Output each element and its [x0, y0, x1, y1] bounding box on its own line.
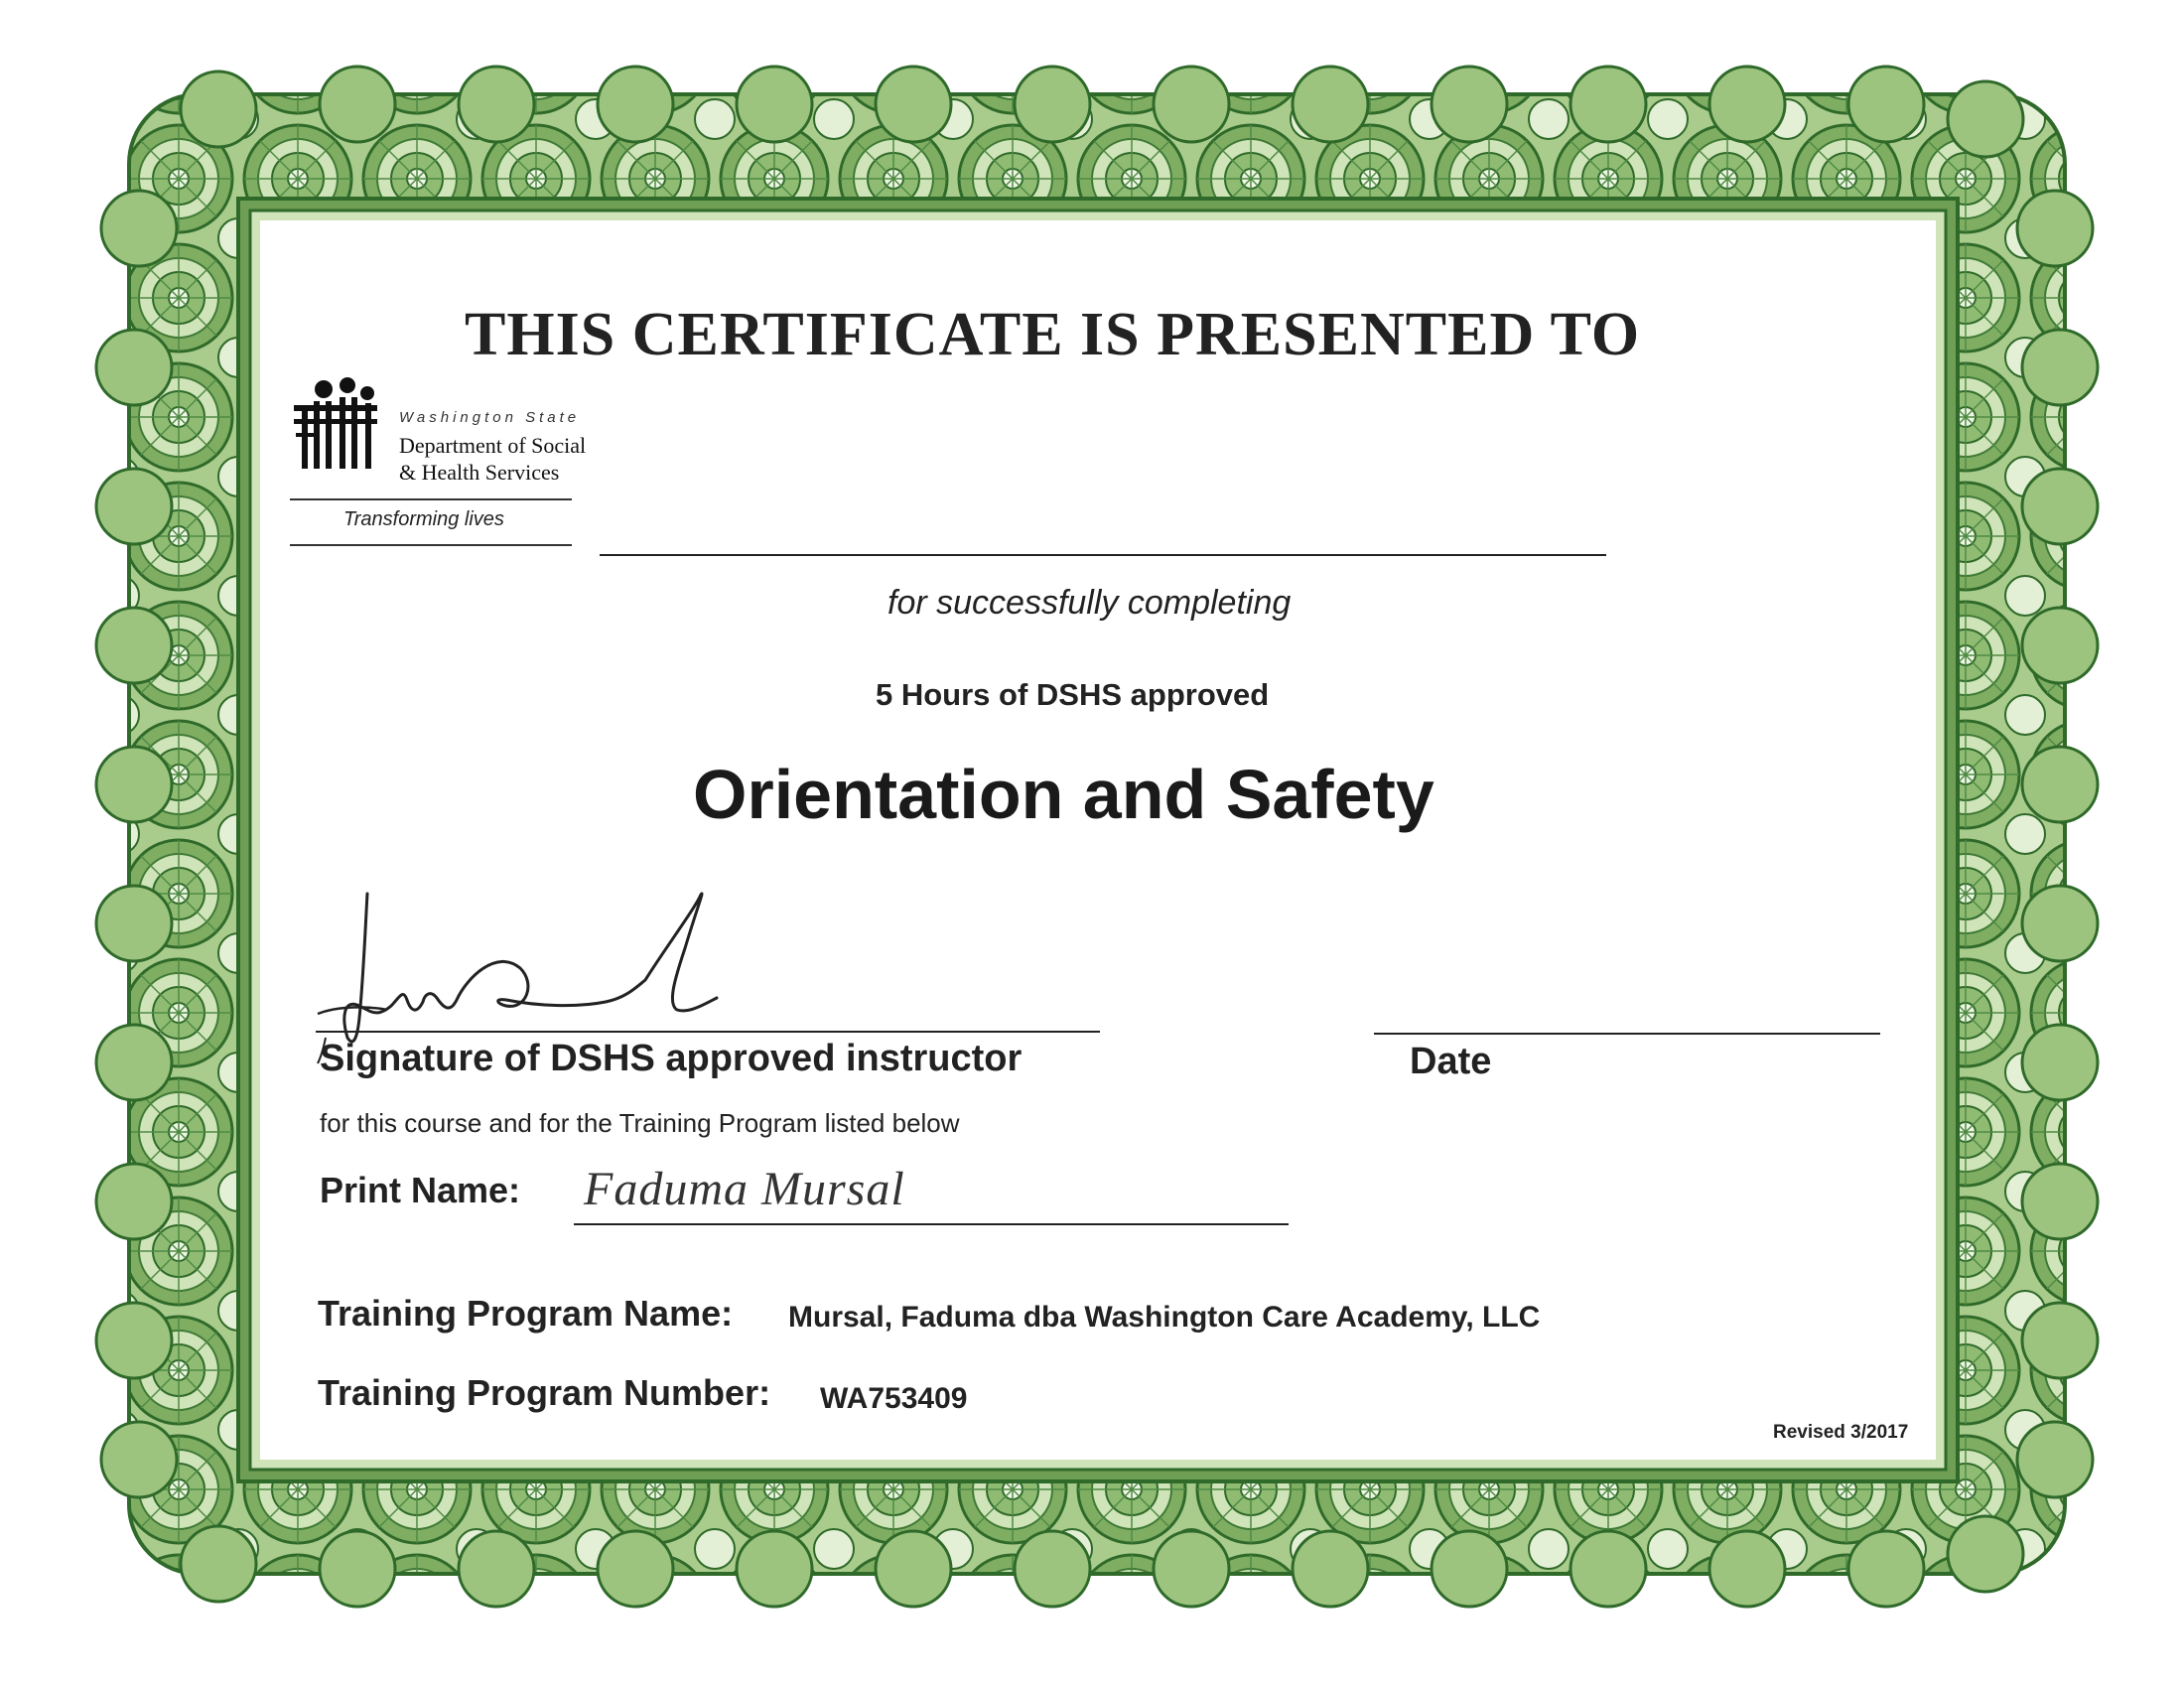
- completion-text: for successfully completing: [887, 584, 1292, 622]
- dshs-people-icon: [290, 377, 381, 487]
- program-number-label: Training Program Number:: [318, 1372, 771, 1413]
- recipient-name-line: [600, 554, 1606, 556]
- date-line: [1374, 1033, 1880, 1035]
- logo-tagline: Transforming lives: [343, 508, 504, 530]
- program-name-label: Training Program Name:: [318, 1293, 734, 1334]
- logo-state-line: Washington State: [399, 409, 581, 426]
- program-name-value: Mursal, Faduma dba Washington Care Academy, LLC: [788, 1301, 1541, 1334]
- print-name-label: Print Name:: [320, 1170, 521, 1210]
- hours-text: 5 Hours of DSHS approved: [876, 677, 1270, 712]
- revised-note: Revised 3/2017: [1773, 1422, 1909, 1443]
- date-label: Date: [1410, 1041, 1492, 1082]
- logo-dept-line2: & Health Services: [399, 460, 560, 485]
- logo-divider-top: [290, 498, 572, 500]
- instructor-note: for this course and for the Training Program listed below: [320, 1108, 960, 1138]
- dshs-logo: [290, 377, 587, 551]
- program-number-value: WA753409: [820, 1382, 968, 1415]
- logo-dept-line1: Department of Social: [399, 433, 587, 458]
- print-name-line: [574, 1223, 1289, 1225]
- print-name-value: Faduma Mursal: [584, 1163, 905, 1215]
- logo-divider-bottom: [290, 544, 572, 546]
- certificate-heading: THIS CERTIFICATE IS PRESENTED TO: [465, 301, 1641, 368]
- signature-label: Signature of DSHS approved instructor: [320, 1038, 1023, 1079]
- course-title: Orientation and Safety: [693, 756, 1434, 833]
- signature-line: [316, 1031, 1100, 1033]
